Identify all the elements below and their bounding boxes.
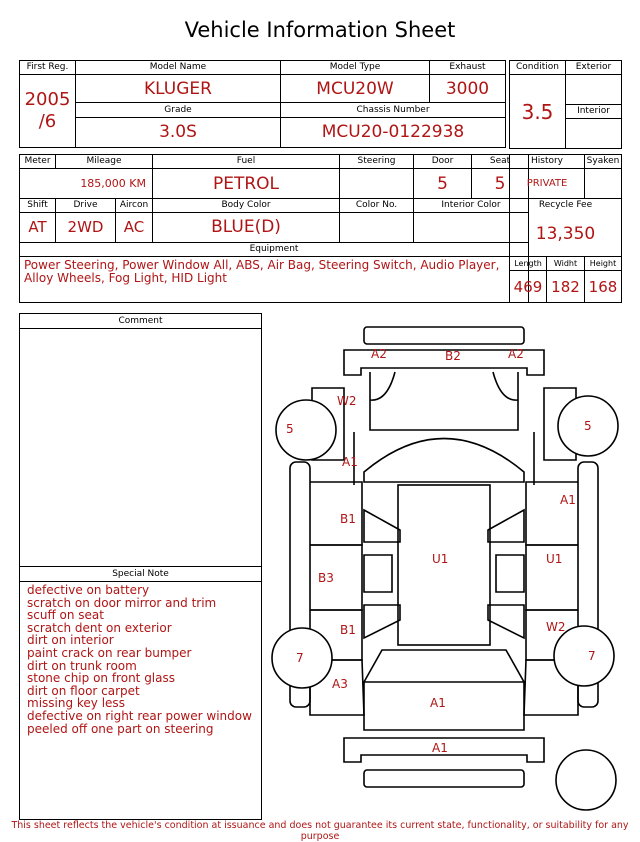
- condition-label: Condition: [510, 61, 566, 75]
- note-item: scratch dent on exterior: [27, 620, 172, 635]
- steering-value: [340, 169, 414, 199]
- mark-left-front-door: B1: [340, 512, 356, 526]
- first-reg-value: [20, 75, 76, 148]
- mark-right-rear-fender: W2: [546, 620, 566, 634]
- note-item: missing key less: [27, 696, 125, 711]
- note-item: dirt on interior: [27, 633, 114, 648]
- aircon-label: Aircon: [116, 199, 153, 213]
- steering-label: Steering: [340, 155, 414, 169]
- mark-roof: U1: [432, 552, 449, 566]
- interior-value: [566, 119, 622, 149]
- mark-front-left-fender: W2: [337, 394, 357, 408]
- fuel-value: PETROL: [153, 169, 340, 199]
- grade-value: 3.0S: [76, 117, 281, 147]
- note-item: stone chip on front glass: [27, 671, 176, 686]
- note-item: scuff on seat: [27, 608, 104, 623]
- first-reg-year: 2005: [24, 89, 71, 111]
- damage-marks: [286, 347, 596, 755]
- exhaust-label: Exhaust: [430, 61, 506, 75]
- page-title: Vehicle Information Sheet: [184, 18, 456, 42]
- condition-value: 3.5: [510, 75, 566, 149]
- equipment-value: Power Steering, Power Window All, ABS, Air Bag, Steering Switch, Audio Player, Alloy Wheels, Fog Light, HID Light: [20, 256, 529, 302]
- recycle-value: 13,350: [510, 213, 622, 257]
- note-item: dirt on trunk room: [27, 658, 137, 673]
- drive-label: Drive: [56, 199, 116, 213]
- special-note-box: [19, 566, 262, 820]
- spare-tire: [556, 750, 616, 810]
- special-note-list: [20, 582, 261, 737]
- vehicle-info-table: [19, 60, 506, 148]
- mark-front-left-bumper: A2: [371, 347, 387, 361]
- width-label: Widht: [547, 257, 585, 271]
- comment-box: [19, 313, 262, 567]
- interior-label: Interior: [566, 105, 622, 119]
- model-type-label: Model Type: [281, 61, 430, 75]
- first-reg-month: /6: [38, 111, 57, 133]
- mark-left-a-pillar: A1: [342, 455, 358, 469]
- aircon-value: AC: [116, 213, 153, 242]
- drive-value: 2WD: [56, 213, 116, 242]
- chassis-value: MCU20-0122938: [281, 117, 506, 147]
- exterior-label: Exterior: [566, 61, 622, 75]
- equipment-label: Equipment: [20, 242, 529, 256]
- mark-front-right-tire: 5: [584, 419, 592, 433]
- condition-table: [509, 60, 622, 149]
- mark-rear-right-tire: 7: [588, 649, 596, 663]
- model-type-value: MCU20W: [281, 75, 430, 103]
- mark-rear-bumper: A1: [432, 741, 448, 755]
- syaken-value: [585, 169, 622, 199]
- note-item: peeled off one part on steering: [27, 721, 214, 736]
- meter-label: Meter: [20, 155, 56, 169]
- height-label: Height: [585, 257, 622, 271]
- mileage-label: Mileage: [56, 155, 153, 169]
- mark-left-rear-door: B3: [318, 571, 334, 585]
- note-item: dirt on floor carpet: [27, 683, 140, 698]
- history-table: [509, 154, 622, 303]
- mark-right-front-door: A1: [560, 493, 576, 507]
- seat-value: 5: [472, 169, 529, 199]
- body-color-value: BLUE(D): [153, 213, 340, 242]
- syaken-label: Syaken: [585, 155, 622, 169]
- length-value: 469: [510, 271, 547, 303]
- chassis-label: Chassis Number: [281, 103, 506, 117]
- history-value: PRIVATE: [510, 169, 585, 199]
- mark-right-side: U1: [546, 552, 563, 566]
- comment-text: [20, 329, 261, 337]
- front-left-tire: [276, 400, 336, 460]
- mark-tailgate: A1: [430, 696, 446, 710]
- door-label: Door: [414, 155, 472, 169]
- mark-rear-left-tire: 7: [296, 651, 304, 665]
- exterior-value: [566, 75, 622, 105]
- body-color-label: Body Color: [153, 199, 340, 213]
- mark-front-left-tire: 5: [286, 422, 294, 436]
- note-item: defective on battery: [27, 583, 150, 597]
- special-note-label: Special Note: [20, 567, 261, 582]
- disclaimer-footer: This sheet reflects the vehicle's condition at issuance and does not guarantee its current state, functionality, or suitability for any purpose: [11, 820, 629, 842]
- length-label: Length: [510, 257, 547, 271]
- mark-front-right-bumper: A2: [508, 347, 524, 361]
- model-name-value: KLUGER: [76, 75, 281, 103]
- shift-label: Shift: [20, 199, 56, 213]
- grade-label: Grade: [76, 103, 281, 117]
- specs-table: [19, 154, 529, 303]
- mileage-value: 185,000 KM: [20, 169, 153, 199]
- exhaust-value: 3000: [430, 75, 506, 103]
- shift-value: AT: [20, 213, 56, 242]
- history-label: History: [510, 155, 585, 169]
- comment-label: Comment: [20, 314, 261, 329]
- color-no-label: Color No.: [340, 199, 414, 213]
- first-reg-label: First Reg.: [20, 61, 76, 75]
- seat-label: Seat: [472, 155, 529, 169]
- note-item: defective on right rear power window: [27, 708, 252, 723]
- rear-right-tire: [554, 626, 614, 686]
- model-name-label: Model Name: [76, 61, 281, 75]
- mark-left-rear-lower: B1: [340, 623, 356, 637]
- interior-color-label: Interior Color: [414, 199, 529, 213]
- width-value: 182: [547, 271, 585, 303]
- note-item: scratch on door mirror and trim: [27, 595, 217, 610]
- door-value: 5: [414, 169, 472, 199]
- color-no-value: [340, 213, 414, 242]
- fuel-label: Fuel: [153, 155, 340, 169]
- mark-rear-left-quarter: A3: [332, 677, 348, 691]
- recycle-label: Recycle Fee: [510, 199, 622, 213]
- mark-front-bumper: B2: [445, 349, 461, 363]
- height-value: 168: [585, 271, 622, 303]
- car-damage-diagram: [262, 320, 632, 820]
- note-item: paint crack on rear bumper: [27, 645, 192, 660]
